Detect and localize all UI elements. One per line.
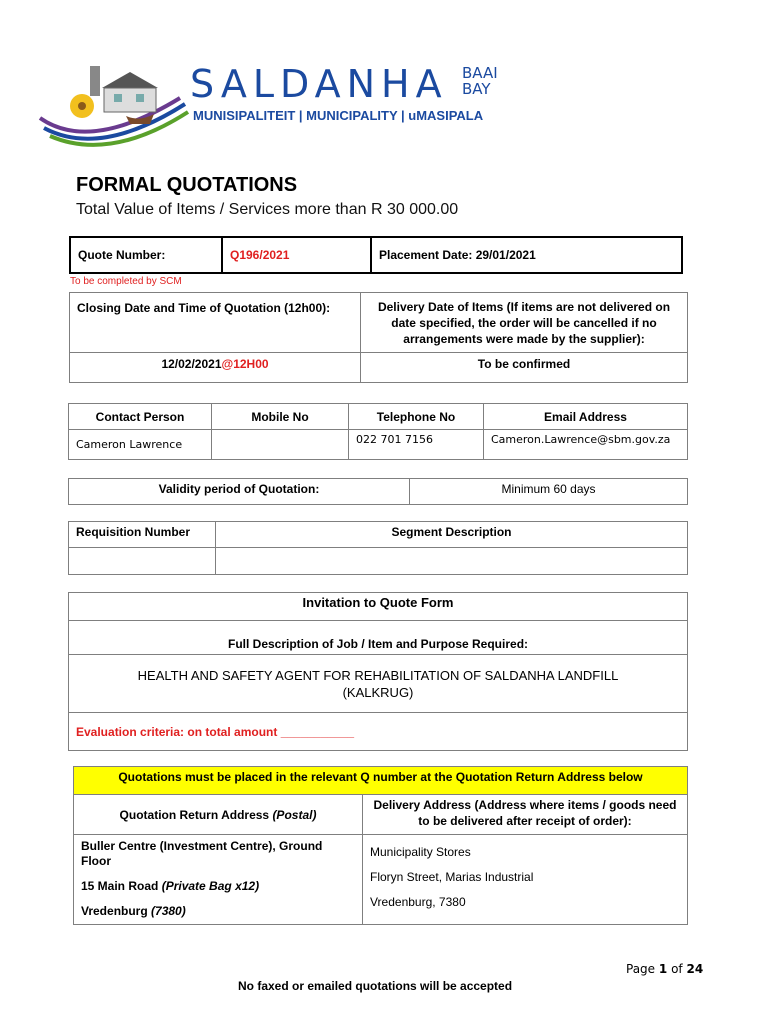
logo-emblem [30, 58, 190, 148]
invitation-title: Invitation to Quote Form [69, 593, 688, 621]
validity-value: Minimum 60 days [410, 479, 688, 505]
footer-note: No faxed or emailed quotations will be accepted [238, 979, 513, 993]
requisition-value [69, 548, 216, 575]
closing-date-label: Closing Date and Time of Quotation (12h00): [70, 293, 361, 353]
page-total: 24 [686, 962, 704, 976]
closing-date-value [70, 353, 361, 383]
mobile-header: Mobile No [212, 404, 349, 430]
job-description [69, 655, 688, 713]
address-private-bag: (Private Bag x12) [161, 879, 260, 893]
delivery-date-label: Delivery Date of Items (If items are not delivered on date specified, the order will be cancelled if no arrangements were made by the supplier): [361, 293, 688, 353]
postal-address-body [74, 835, 363, 925]
contact-person-value: Cameron Lawrence [69, 430, 212, 460]
delivery-line2: Floryn Street, Marias Industrial [370, 870, 534, 884]
return-banner: Quotations must be placed in the relevant Q number at the Quotation Return Address below [74, 767, 688, 795]
validity-label: Validity period of Quotation: [69, 479, 410, 505]
postal-address-italic: (Postal) [272, 807, 317, 822]
quote-number-label: Quote Number: [70, 237, 222, 273]
address-street: 15 Main Road [81, 879, 159, 893]
quote-number-table [69, 236, 683, 274]
municipality-logo [30, 58, 510, 148]
page-prefix: Page [626, 962, 656, 976]
logo-baai: BAAI [462, 64, 498, 82]
closing-date-table [69, 292, 688, 383]
scm-note: To be completed by SCM [70, 276, 182, 287]
delivery-line3: Vredenburg, 7380 [370, 895, 466, 909]
requisition-table [68, 521, 688, 575]
email-header: Email Address [484, 404, 688, 430]
contact-person-header: Contact Person [69, 404, 212, 430]
description-label: Full Description of Job / Item and Purpose Required: [69, 621, 688, 655]
delivery-address-header: Delivery Address (Address where items / goods need to be delivered after receipt of order): [363, 795, 688, 835]
requisition-label: Requisition Number [69, 522, 216, 548]
address-line3 [81, 904, 355, 919]
page-current: 1 [658, 962, 668, 976]
closing-date: 12/02/2021 [161, 357, 222, 371]
mobile-value [212, 430, 349, 460]
address-line2 [81, 879, 355, 894]
return-address-table [73, 766, 688, 925]
page-subtitle: Total Value of Items / Services more than R 30 000.00 [76, 201, 459, 218]
delivery-line1: Municipality Stores [370, 845, 471, 859]
quote-number-value: Q196/2021 [222, 237, 371, 273]
page-of: of [671, 962, 683, 976]
address-postcode: (7380) [151, 904, 186, 918]
job-description-line1: HEALTH AND SAFETY AGENT FOR REHABILITATION OF SALDANHA LANDFILL [137, 667, 619, 683]
validity-table [68, 478, 688, 505]
closing-time: @12H00 [221, 357, 269, 371]
telephone-value: 022 701 7156 [349, 430, 484, 460]
segment-value [216, 548, 688, 575]
logo-wordmark: SALDANHA [190, 62, 448, 106]
delivery-address-body [363, 835, 688, 925]
address-town: Vredenburg [81, 904, 148, 918]
page-title: FORMAL QUOTATIONS [76, 174, 298, 196]
placement-date: Placement Date: 29/01/2021 [371, 237, 682, 273]
evaluation-criteria: Evaluation criteria: on total amount ___________ [69, 713, 688, 751]
page-number [626, 962, 703, 976]
segment-label: Segment Description [216, 522, 688, 548]
logo-tagline: MUNISIPALITEIT | MUNICIPALITY | uMASIPALA [193, 108, 484, 123]
invitation-table [68, 592, 688, 751]
logo-bay: BAY [462, 80, 491, 98]
address-line1: Buller Centre (Investment Centre), Ground Floor [81, 839, 323, 868]
email-value: Cameron.Lawrence@sbm.gov.za [484, 430, 688, 460]
delivery-date-value: To be confirmed [361, 353, 688, 383]
postal-address-header [74, 795, 363, 835]
telephone-header: Telephone No [349, 404, 484, 430]
postal-address-label: Quotation Return Address [119, 807, 270, 822]
job-description-line2: (KALKRUG) [342, 684, 414, 700]
contact-table [68, 403, 688, 460]
